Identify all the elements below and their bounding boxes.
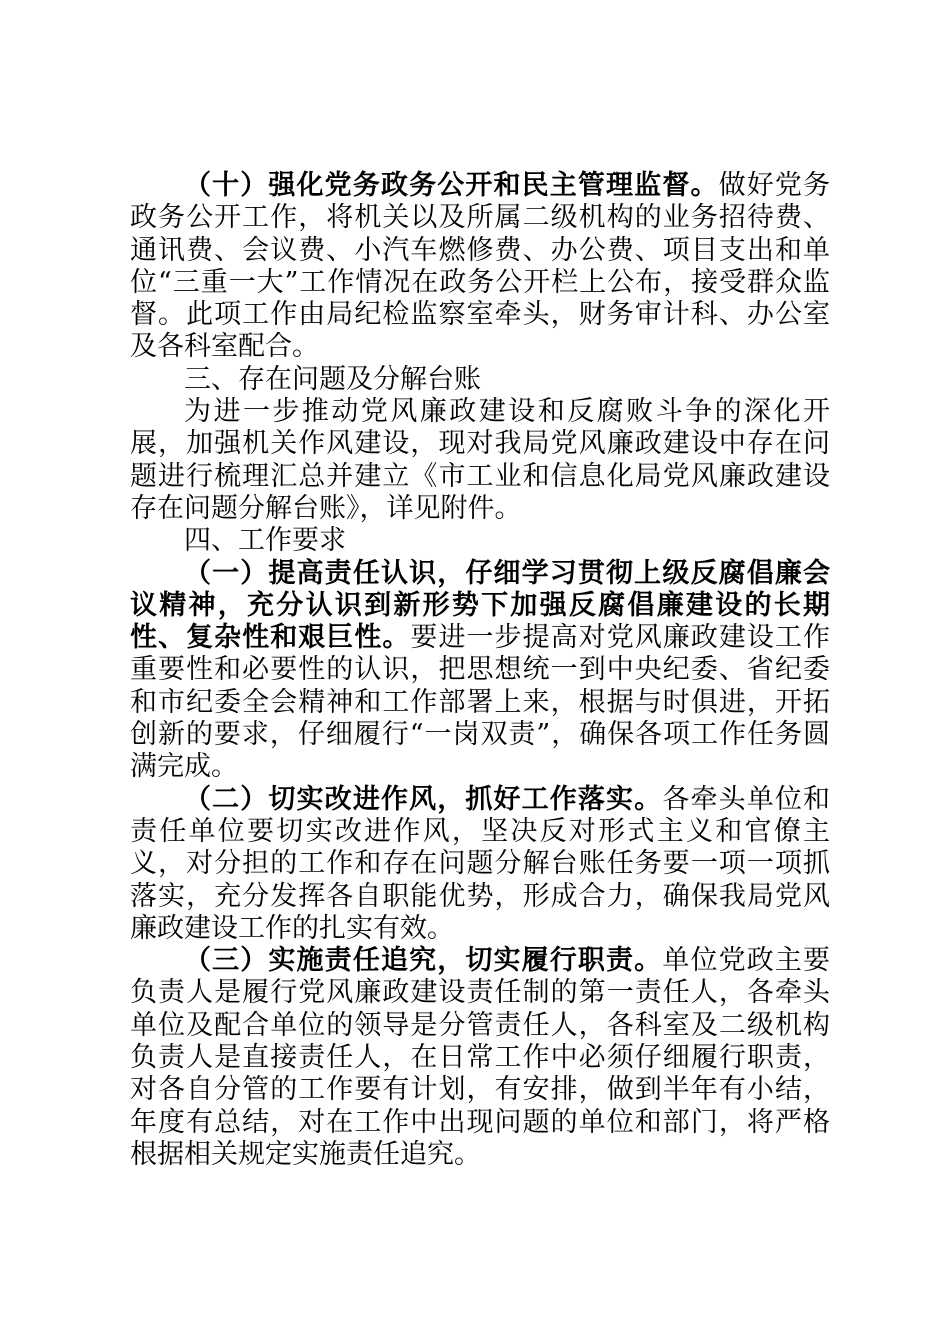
section-3-body: 为进一步推动党风廉政建设和反腐败斗争的深化开展，加强机关作风建设，现对我局党风廉政建设中存在问题进行梳理汇总并建立《市工业和信息化局党风廉政建设存在问题分解台账》，详见附件。 bbox=[130, 396, 830, 524]
paragraph-10 bbox=[130, 170, 830, 364]
paragraph-10-lead: （十）强化党务政务公开和民主管理监督。 bbox=[184, 170, 719, 201]
requirement-3 bbox=[130, 945, 830, 1171]
requirement-2 bbox=[130, 784, 830, 945]
requirement-1-lead: （一）提高责任认识，仔细学习贯彻上级反腐倡廉会议精神，充分认识到新形势下加强反腐倡廉建设的长期性、复杂性和艰巨性。 bbox=[130, 557, 830, 654]
requirement-2-body: 各牵头单位和责任单位要切实改进作风，坚决反对形式主义和官僚主义，对分担的工作和存在问题分解台账任务要一项一项抓落实，充分发挥各自职能优势，形成合力，确保我局党风廉政建设工作的扎实有效。 bbox=[130, 783, 831, 944]
requirement-2-lead: （二）切实改进作风，抓好工作落实。 bbox=[184, 783, 663, 815]
requirement-1 bbox=[130, 558, 830, 784]
paragraph-10-body: 做好党务政务公开工作，将机关以及所属二级机构的业务招待费、通讯费、会议费、小汽车燃修费、办公费、项目支出和单位“三重一大”工作情况在政务公开栏上公布，接受群众监督。此项工作由局纪检监察室牵头，财务审计科、办公室及各科室配合。 bbox=[130, 170, 831, 363]
requirement-1-body: 要进一步提高对党风廉政建设工作重要性和必要性的认识，把思想统一到中央纪委、省纪委和市纪委全会精神和工作部署上来，根据与时俱进，开拓创新的要求，仔细履行“一岗双责”，确保各项工作任务圆满完成。 bbox=[130, 622, 831, 783]
requirement-3-body: 单位党政主要负责人是履行党风廉政建设责任制的第一责任人，各牵头单位及配合单位的领导是分管责任人，各科室及二级机构负责人是直接责任人，在日常工作中必须仔细履行职责，对各自分管的工作要有计划，有安排，做到半年有小结，年度有总结，对在工作中出现问题的单位和部门，将严格根据相关规定实施责任追究。 bbox=[130, 945, 831, 1170]
section-4-heading: 四、工作要求 bbox=[184, 525, 346, 557]
requirement-3-lead: （三）实施责任追究，切实履行职责。 bbox=[184, 945, 663, 977]
section-3-heading: 三、存在问题及分解台账 bbox=[184, 363, 481, 395]
document-page bbox=[130, 170, 830, 1171]
